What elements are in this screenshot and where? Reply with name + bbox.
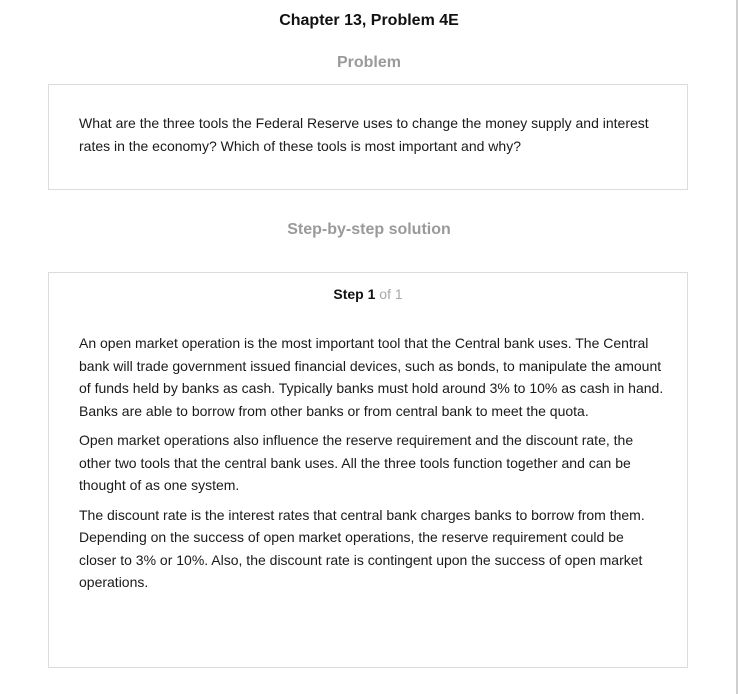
- chapter-title: Chapter 13, Problem 4E: [279, 12, 459, 29]
- solution-body: [79, 332, 664, 601]
- solution-paragraph: The discount rate is the interest rates that central bank charges banks to borrow from them. Depending on the success of open market operations, the reserve requirement could be closer to 3% or 10%. Also, the discount rate is contingent upon the success of open market operations.: [79, 506, 645, 590]
- solution-card: [48, 272, 688, 668]
- problem-heading: Problem: [336, 54, 401, 71]
- step-total: of 1: [379, 286, 403, 302]
- step-indicator: [49, 286, 687, 302]
- problem-text: What are the three tools the Federal Reserve uses to change the money supply and interest rates in the economy? Which of these tools is most important and why?: [79, 115, 649, 154]
- problem-card: [48, 84, 688, 190]
- step-number: 1: [367, 286, 376, 302]
- solution-paragraph: An open market operation is the most important tool that the Central bank uses. The Central bank will trade government issued financial devices, such as bonds, to manipulate the amount of funds held by banks as cash. Typically banks must hold around 3% to 10% as cash in hand. Banks are able to borrow from other banks or from central bank to meet the quota.: [79, 335, 664, 419]
- solution-paragraph: Open market operations also influence the reserve requirement and the discount rate, the other two tools that the central bank uses. All the three tools function together and can be thought of as one system.: [79, 432, 634, 493]
- solution-heading: Step-by-step solution: [287, 221, 451, 238]
- step-word: Step: [333, 286, 364, 302]
